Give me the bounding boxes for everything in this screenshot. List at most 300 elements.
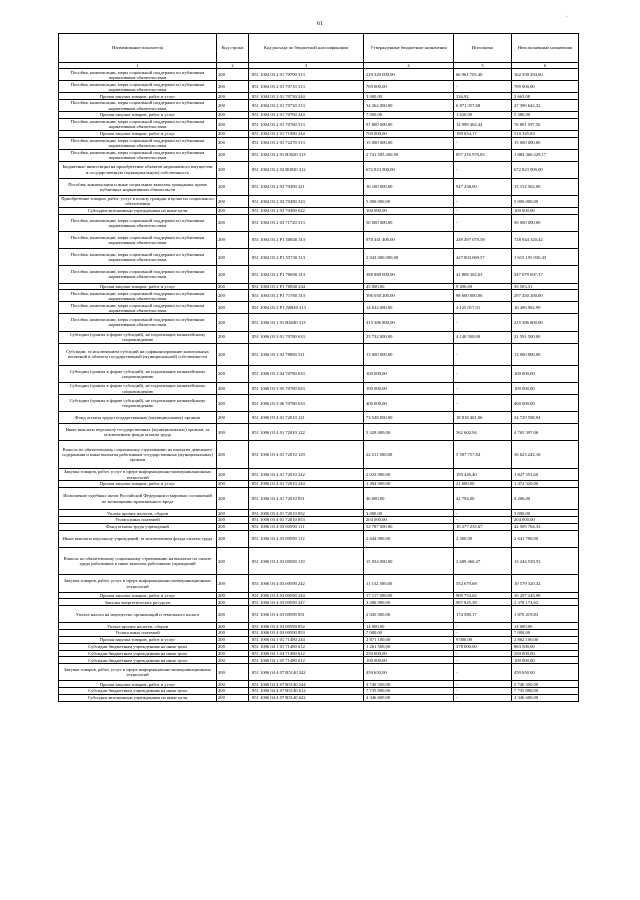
table-row [59,510,579,517]
column-number: 2 [217,63,249,69]
classification-code-cell: 851 1004 03 2 P1 70840 244 [249,283,364,290]
approved-amount-cell: 45 000,00 [364,283,454,290]
unexecuted-amount-cell: 4 346 600,00 [512,694,579,701]
classification-code-cell: 851 1006 04 1 04 71480 612 [249,650,364,657]
unexecuted-amount-cell: 21 591 500,00 [512,331,579,343]
table-row [59,650,579,657]
approved-amount-cell: 2 871 100,00 [364,636,454,643]
approved-amount-cell: 3 000,00 [364,93,454,100]
approved-amount-cell: 25 732 000,00 [364,331,454,343]
unexecuted-amount-cell: 510 345,83 [512,130,579,137]
classification-code-cell: 851 1006 03 4 03 00590 242 [249,575,364,592]
executed-amount-cell: - [454,395,512,412]
classification-code-cell: 851 1004 03 2 01 70710 313 [249,81,364,93]
indicator-name-cell: Уплата налога на имущество организаций и земельного налога [59,606,217,623]
table-row [59,630,579,637]
line-code-cell: 200 [217,314,249,331]
unexecuted-amount-cell: 35 503,31 [512,283,579,290]
classification-code-cell: 851 1004 03 2 01 70730 244 [249,93,364,100]
line-code-cell: 200 [217,383,249,395]
classification-code-cell: 851 1006 03 1 01 R4040 313 [249,314,364,331]
executed-amount-cell: 98 600 000,00 [454,290,512,302]
table-row [59,623,579,630]
executed-amount-cell: 18 818 401,06 [454,412,512,424]
indicator-name-cell: Субсидии бюджетным учреждениям на иные цели [59,643,217,650]
executed-amount-cell: 14 998 402,44 [454,118,512,130]
line-code-cell: 200 [217,395,249,412]
unexecuted-amount-cell: 347 079 697,37 [512,266,579,283]
table-row [59,592,579,599]
table-row [59,643,579,650]
indicator-name-cell: Субсидии, за исключением субсидий на софинансирование капитальных вложений в объекты государственной (муниципальной) собственности [59,343,217,365]
table-row [59,178,579,195]
executed-amount-cell: - [454,207,512,214]
line-code-cell: 200 [217,650,249,657]
table-row [59,547,579,575]
approved-amount-cell: 5 000 000,00 [364,195,454,207]
indicator-name-cell: Пособия, компенсации, меры социальной поддержки по публичным нормативным обязательствам [59,266,217,283]
line-code-cell: 200 [217,290,249,302]
unexecuted-amount-cell: 1 870 419,83 [512,606,579,623]
line-code-cell: 200 [217,481,249,488]
unexecuted-amount-cell: 1 472 320,00 [512,481,579,488]
table-row [59,249,579,266]
executed-amount-cell: 9 000,00 [454,636,512,643]
line-code-cell: 200 [217,178,249,195]
classification-code-cell: 851 1004 03 2 02 R0820 412 [249,161,364,178]
table-row [59,481,579,488]
table-row [59,195,579,207]
line-code-cell: 200 [217,487,249,509]
line-code-cell: 200 [217,547,249,575]
approved-amount-cell: 22 211 000,00 [364,441,454,469]
unexecuted-amount-cell: 13 244 539,53 [512,547,579,575]
unexecuted-amount-cell: 709 000,00 [512,81,579,93]
indicator-name-cell: Субсидии бюджетным учреждениям на иные цели [59,650,217,657]
line-code-cell: 200 [217,214,249,231]
executed-amount-cell: 5 587 757,84 [454,441,512,469]
executed-amount-cell: 1 620,00 [454,112,512,119]
executed-amount-cell: 2 689 460,47 [454,547,512,575]
executed-amount-cell: - [454,365,512,382]
column-number: 1 [59,63,217,69]
classification-code-cell: 851 1006 03 3 06 70780 633 [249,395,364,412]
line-code-cell: 200 [217,681,249,688]
line-code-cell: 200 [217,266,249,283]
unexecuted-amount-cell: 297 450 200,00 [512,290,579,302]
line-code-cell: 200 [217,283,249,290]
executed-amount-cell: - [454,517,512,524]
indicator-name-cell: Закупка товаров, работ, услуг в сфере информационно-коммуникационных технологий [59,664,217,681]
unexecuted-amount-cell: 883 500,00 [512,643,579,650]
approved-amount-cell: 100 000,00 [364,383,454,395]
classification-code-cell: 851 1006 03 4 01 72010 129 [249,441,364,469]
classification-code-cell: 851 1006 03 4 03 00590 851 [249,606,364,623]
executed-amount-cell: - [454,630,512,637]
unexecuted-amount-cell: 42 509 764,33 [512,523,579,530]
classification-code-cell: 851 1004 03 2 01 70760 244 [249,112,364,119]
table-row [59,314,579,331]
executed-amount-cell: 42 794,00 [454,487,512,509]
approved-amount-cell: 52 787 000,00 [364,523,454,530]
indicator-name-cell: Прочая закупка товаров, работ и услуг [59,283,217,290]
indicator-name-cell: Пособия, компенсации, меры социальной поддержки по публичным нормативным обязательствам [59,249,217,266]
approved-amount-cell: 7 000,00 [364,630,454,637]
approved-amount-cell: 17 117 000,00 [364,592,454,599]
executed-amount-cell: 189 654,17 [454,130,512,137]
line-code-cell: 200 [217,195,249,207]
unexecuted-amount-cell: 2 862 100,00 [512,636,579,643]
classification-code-cell: 851 1004 03 2 01 70730 313 [249,100,364,112]
line-code-cell: 200 [217,657,249,664]
table-row [59,290,579,302]
unexecuted-amount-cell: 50 000 000,00 [512,214,579,231]
executed-amount-cell: - [454,694,512,701]
unexecuted-amount-cell: 100 000,00 [512,365,579,382]
classification-code-cell: 851 1006 04 1 05 71480 612 [249,657,364,664]
table-row [59,118,579,130]
classification-code-cell: 851 1006 04 4 07 R5140 612 [249,688,364,695]
approved-amount-cell: 1 494 000,00 [364,481,454,488]
unexecuted-amount-cell: 4 765 397,06 [512,424,579,441]
approved-amount-cell: 2 043 000 000,00 [364,249,454,266]
line-code-cell: 200 [217,592,249,599]
approved-amount-cell: 3 286 000,00 [364,599,454,606]
line-code-cell: 200 [217,469,249,481]
unexecuted-amount-cell: 10 496 982,99 [512,302,579,314]
indicator-name-cell: Исполнение судебных актов Российской Федерации и мировых соглашений по возмещению причиненного вреда [59,487,217,509]
approved-amount-cell: 7 000,00 [364,112,454,119]
line-code-cell: 200 [217,599,249,606]
indicator-name-cell: Прочая закупка товаров, работ и услуг [59,636,217,643]
line-code-cell: 200 [217,81,249,93]
classification-code-cell: 851 1006 03 3 02 78890 521 [249,343,364,365]
line-code-cell: 200 [217,623,249,630]
unexecuted-amount-cell: 7 000,00 [512,630,579,637]
approved-amount-cell: 73 548 000,00 [364,412,454,424]
approved-amount-cell: 15 000 000,00 [364,137,454,149]
indicator-name-cell: Пособия, компенсации, меры социальной поддержки по публичным нормативным обязательствам [59,137,217,149]
line-code-cell: 200 [217,523,249,530]
classification-code-cell: 851 1004 03 2 03 70490 323 [249,195,364,207]
line-code-cell: 200 [217,636,249,643]
approved-amount-cell: 50 000 000,00 [364,214,454,231]
executed-amount-cell: - [454,343,512,365]
classification-code-cell: 851 1004 03 2 P1 50840 313 [249,231,364,248]
indicator-name-cell: Прочая закупка товаров, работ и услуг [59,481,217,488]
executed-amount-cell: 21 680,00 [454,481,512,488]
column-number: 4 [364,63,454,69]
classification-code-cell: 851 1004 03 2 03 70490 321 [249,178,364,195]
executed-amount-cell: 552 679,68 [454,575,512,592]
unexecuted-amount-cell: 2 641 700,00 [512,530,579,547]
unexecuted-amount-cell: 1 884 366 229,17 [512,149,579,161]
table-row [59,231,579,248]
table-row [59,365,579,382]
executed-amount-cell: - [454,623,512,630]
table-row [59,266,579,283]
unexecuted-amount-cell: 27 390 642,32 [512,100,579,112]
line-code-cell: 200 [217,149,249,161]
indicator-name-cell: Уплата иных платежей [59,517,217,524]
classification-code-cell: 851 1006 04 4 07 R5140 622 [249,694,364,701]
scan-speck: · [566,14,568,20]
unexecuted-amount-cell: 76 801 597,56 [512,118,579,130]
unexecuted-amount-cell: 204 000,00 [512,517,579,524]
approved-amount-cell: 3 740 350,00 [364,681,454,688]
executed-amount-cell: 195 446,40 [454,469,512,481]
executed-amount-cell: - [454,314,512,331]
table-body [59,69,579,702]
executed-amount-cell: - [454,510,512,517]
line-code-cell: 200 [217,137,249,149]
unexecuted-amount-cell: 3 740 350,00 [512,681,579,688]
executed-amount-cell: 857 216 970,83 [454,149,512,161]
approved-amount-cell: 100 000,00 [364,365,454,382]
classification-code-cell: 851 1004 03 2 03 70490 622 [249,207,364,214]
unexecuted-amount-cell: 10 579 320,32 [512,575,579,592]
unexecuted-amount-cell: 1 827 553,60 [512,469,579,481]
classification-code-cell: 851 1006 03 4 03 00590 247 [249,599,364,606]
header-unexecuted-amount: Неисполненные назначения [512,34,579,63]
indicator-name-cell: Уплата прочих налогов, сборов [59,510,217,517]
unexecuted-amount-cell: 459 650,00 [512,664,579,681]
unexecuted-amount-cell: 250 000,00 [512,650,579,657]
indicator-name-cell: Пособия, компенсации, меры социальной поддержки по публичным нормативным обязательствам [59,290,217,302]
indicator-name-cell: Субсидии автономным учреждениям на иные цели [59,694,217,701]
indicator-name-cell: Пособия, компенсации и иные социальные выплаты гражданам, кроме публичных нормативных обязательств [59,178,217,195]
executed-amount-cell: - [454,214,512,231]
indicator-name-cell: Прочая закупка товаров, работ и услуг [59,112,217,119]
header-indicator-name: Наименование показателя [59,34,217,63]
executed-amount-cell: 10 277 235,67 [454,523,512,530]
executed-amount-cell: - [454,137,512,149]
table-row [59,343,579,365]
table-row [59,517,579,524]
approved-amount-cell: 978 441 400,00 [364,231,454,248]
indicator-name-cell: Прочая закупка товаров, работ и услуг [59,130,217,137]
table-row [59,331,579,343]
indicator-name-cell: Закупка товаров, работ, услуг в сфере информационно-коммуникационных технологий [59,469,217,481]
table-row [59,606,579,623]
line-code-cell: 200 [217,575,249,592]
indicator-name-cell: Взносы по обязательному социальному страхованию на выплаты денежного содержания и иные выплаты работникам государственных (муниципальных) органов [59,441,217,469]
executed-amount-cell: 4 140 500,00 [454,331,512,343]
executed-amount-cell: - [454,161,512,178]
approved-amount-cell: 709 000,00 [364,81,454,93]
indicator-name-cell: Пособия, компенсации, меры социальной поддержки по публичным нормативным обязательствам [59,69,217,81]
executed-amount-cell: 336,92 [454,93,512,100]
classification-code-cell: 851 1006 04 1 01 71480 612 [249,643,364,650]
line-code-cell: 200 [217,441,249,469]
table-row [59,412,579,424]
line-code-cell: 200 [217,694,249,701]
classification-code-cell: 851 1006 03 4 03 00590 853 [249,630,364,637]
executed-amount-cell: 66 961 705,40 [454,69,512,81]
approved-amount-cell: 229 320 000,00 [364,69,454,81]
indicator-name-cell: Прочая закупка товаров, работ и услуг [59,681,217,688]
unexecuted-amount-cell: 15 000 000,00 [512,137,579,149]
classification-code-cell: 851 1004 03 2 01 70760 313 [249,118,364,130]
approved-amount-cell: 16 100 000,00 [364,178,454,195]
approved-amount-cell: 13 000 000,00 [364,343,454,365]
classification-code-cell: 851 1004 03 2 01 71980 244 [249,130,364,137]
line-code-cell: 200 [217,412,249,424]
classification-code-cell: 851 1004 03 2 01 70700 313 [249,69,364,81]
table-row [59,69,579,81]
classification-code-cell: 851 1006 03 4 03 00590 244 [249,592,364,599]
unexecuted-amount-cell: 1 615 195 930,43 [512,249,579,266]
line-code-cell: 200 [217,517,249,524]
approved-amount-cell: 2 023 000,00 [364,469,454,481]
table-row [59,523,579,530]
unexecuted-amount-cell: 400 000,00 [512,395,579,412]
indicator-name-cell: Пособия, компенсации, меры социальной поддержки по публичным нормативным обязательствам [59,118,217,130]
unexecuted-amount-cell: 728 944 320,42 [512,231,579,248]
unexecuted-amount-cell: 7 735 800,00 [512,688,579,695]
unexecuted-amount-cell: 3 206,00 [512,487,579,509]
header-budget-classification: Код расхода по бюджетной классификации [249,34,364,63]
line-code-cell: 200 [217,365,249,382]
line-code-cell: 200 [217,207,249,214]
table-row [59,657,579,664]
line-code-cell: 200 [217,112,249,119]
unexecuted-amount-cell: 54 729 598,94 [512,412,579,424]
indicator-name-cell: Прочая закупка товаров, работ и услуг [59,93,217,100]
table-row [59,383,579,395]
column-number: 6 [512,63,579,69]
classification-code-cell: 851 1006 03 4 01 72010 831 [249,487,364,509]
approved-amount-cell: 250 000,00 [364,650,454,657]
approved-amount-cell: 400 000,00 [364,395,454,412]
table-header-row [59,34,579,63]
executed-amount-cell: 562 602,94 [454,424,512,441]
approved-amount-cell: 46 000,00 [364,487,454,509]
indicator-name-cell: Пособия, компенсации, меры социальной поддержки по публичным нормативным обязательствам [59,214,217,231]
classification-code-cell: 851 1004 03 2 P1 70690 313 [249,266,364,283]
line-code-cell: 200 [217,161,249,178]
approved-amount-cell: 459 650,00 [364,664,454,681]
unexecuted-amount-cell: 15 152 562,00 [512,178,579,195]
line-code-cell: 200 [217,424,249,441]
unexecuted-amount-cell: 16 623 242,16 [512,441,579,469]
unexecuted-amount-cell: 2 378 174,62 [512,599,579,606]
executed-amount-cell: 249 497 079,58 [454,231,512,248]
line-code-cell: 200 [217,688,249,695]
table-row [59,395,579,412]
line-code-cell: 200 [217,302,249,314]
table-row [59,681,579,688]
indicator-name-cell: Пособия, компенсации, меры социальной поддержки по публичным нормативным обязательствам [59,100,217,112]
unexecuted-amount-cell: 14 000,00 [512,623,579,630]
classification-code-cell: 851 1006 03 3 01 70780 633 [249,331,364,343]
classification-code-cell: 851 1006 03 4 03 00590 119 [249,547,364,575]
budget-execution-table [58,33,579,702]
classification-code-cell: 851 1006 04 4 07 R5140 244 [249,681,364,688]
approved-amount-cell: 91 800 000,00 [364,118,454,130]
line-code-cell: 200 [217,118,249,130]
approved-amount-cell: 100 000,00 [364,207,454,214]
line-code-cell: 200 [217,510,249,517]
executed-amount-cell: - [454,681,512,688]
approved-amount-cell: 100 000,00 [364,657,454,664]
classification-code-cell: 851 1004 03 2 03 71720 313 [249,214,364,231]
approved-amount-cell: 5 328 000,00 [364,424,454,441]
indicator-name-cell: Взносы по обязательному социальному страхованию на выплаты по оплате труда работников и иные выплаты работникам учреждений [59,547,217,575]
executed-amount-cell: 6 871 357,68 [454,100,512,112]
approved-amount-cell: 388 888 000,00 [364,266,454,283]
approved-amount-cell: 7 735 800,00 [364,688,454,695]
line-code-cell: 200 [217,130,249,137]
indicator-name-cell: Приобретение товаров, работ, услуг в пользу граждан в целях их социального обеспечения [59,195,217,207]
approved-amount-cell: 3 000,00 [364,510,454,517]
table-row [59,81,579,93]
column-number: 3 [249,63,364,69]
table-row [59,93,579,100]
line-code-cell: 200 [217,664,249,681]
line-code-cell: 200 [217,231,249,248]
unexecuted-amount-cell: 415 386 800,00 [512,314,579,331]
classification-code-cell: 851 1006 03 4 03 00590 112 [249,530,364,547]
executed-amount-cell: 4 125 017,01 [454,302,512,314]
executed-amount-cell: - [454,383,512,395]
table-row [59,575,579,592]
unexecuted-amount-cell: 13 000 000,00 [512,343,579,365]
indicator-name-cell: Уплата иных платежей [59,630,217,637]
executed-amount-cell: - [454,657,512,664]
classification-code-cell: 851 1006 03 4 01 72010 242 [249,469,364,481]
indicator-name-cell: Закупка товаров, работ, услуг в сфере информационно-коммуникационных технологий [59,575,217,592]
executed-amount-cell: - [454,650,512,657]
line-code-cell: 200 [217,100,249,112]
approved-amount-cell: 1 261 500,00 [364,643,454,650]
approved-amount-cell: 700 000,00 [364,130,454,137]
classification-code-cell: 851 1006 03 4 01 72010 852 [249,510,364,517]
table-row [59,424,579,441]
unexecuted-amount-cell: 5 380,00 [512,112,579,119]
unexecuted-amount-cell: 16 207 245,98 [512,592,579,599]
line-code-cell: 200 [217,630,249,637]
executed-amount-cell: 909 754,02 [454,592,512,599]
table-row [59,694,579,701]
classification-code-cell: 851 1004 03 2 P1 Д0840 313 [249,302,364,314]
indicator-name-cell: Закупка энергетических ресурсов [59,599,217,606]
table-row [59,530,579,547]
table-row [59,302,579,314]
indicator-name-cell: Бюджетные инвестиции на приобретение объектов недвижимого имущества в государственную (муниципальную) собственность [59,161,217,178]
approved-amount-cell: 2 045 000,00 [364,606,454,623]
approved-amount-cell: 11 132 000,00 [364,575,454,592]
classification-code-cell: 851 1004 03 2 01 72270 313 [249,137,364,149]
unexecuted-amount-cell: 2 663,08 [512,93,579,100]
indicator-name-cell: Уплата прочих налогов, сборов [59,623,217,630]
executed-amount-cell: 174 580,17 [454,606,512,623]
table-row [59,130,579,137]
unexecuted-amount-cell: 3 000,00 [512,510,579,517]
page-number: 61 [317,21,323,27]
line-code-cell: 200 [217,606,249,623]
classification-code-cell: 851 1006 04 4 07 R5140 242 [249,664,364,681]
approved-amount-cell: 14 622 000,00 [364,302,454,314]
table-row [59,487,579,509]
classification-code-cell: 851 1006 03 4 01 72010 121 [249,412,364,424]
line-code-cell: 200 [217,331,249,343]
table-row [59,688,579,695]
classification-code-cell: 851 1006 03 3 04 70780 633 [249,365,364,382]
executed-amount-cell: - [454,81,512,93]
unexecuted-amount-cell: 100 000,00 [512,207,579,214]
table-row [59,100,579,112]
